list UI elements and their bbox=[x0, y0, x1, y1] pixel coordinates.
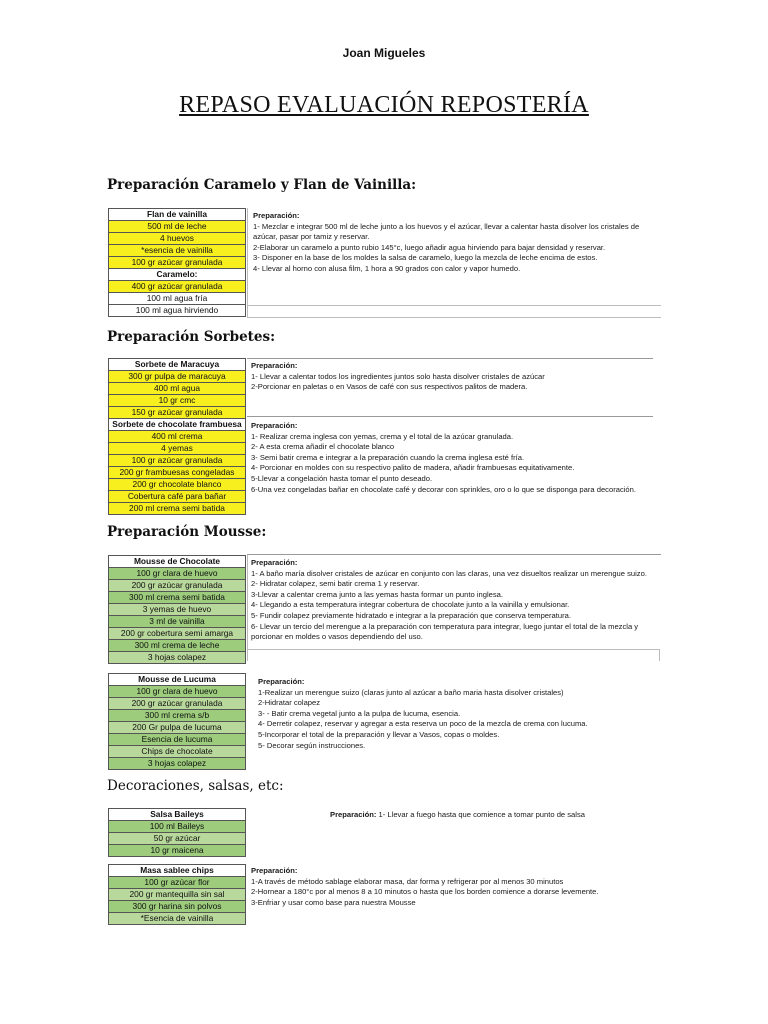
prep-masa-sablee bbox=[251, 866, 651, 908]
prep-step: 1- A baño maría disolver cristales de azúcar en conjunto con las claras, una vez disueltos realizar un merengue suizo. bbox=[251, 568, 647, 578]
ingredient-cell: 3 yemas de huevo bbox=[109, 604, 246, 616]
prep-step: 4- Llegando a esta temperatura integrar cobertura de chocolate junto a la vainilla y emulsionar. bbox=[251, 600, 570, 610]
prep-heading: Preparación: bbox=[258, 677, 305, 686]
table-header: Salsa Baileys bbox=[109, 809, 246, 821]
prep-step: 1- Llevar a fuego hasta que comience a tomar punto de salsa bbox=[376, 810, 585, 819]
ingredient-cell: 200 gr chocolate blanco bbox=[109, 479, 246, 491]
ingredient-cell: *esencia de vainilla bbox=[109, 245, 246, 257]
prep-heading: Preparación: bbox=[251, 421, 298, 430]
ingredient-cell: 4 huevos bbox=[109, 233, 246, 245]
divider bbox=[247, 649, 659, 650]
ingredient-cell: 100 gr azúcar granulada bbox=[109, 455, 246, 467]
prep-step: 2-Porcionar en paletas o en Vasos de café con sus respectivos palitos de madera. bbox=[251, 382, 528, 392]
ingredient-cell: 10 gr maicena bbox=[109, 845, 246, 857]
table-flan-vainilla bbox=[108, 208, 246, 317]
ingredient-cell: 500 ml de leche bbox=[109, 221, 246, 233]
author-name: Joan Migueles bbox=[342, 46, 426, 60]
divider bbox=[247, 358, 653, 359]
table-header: Masa sablee chips bbox=[109, 865, 246, 877]
ingredient-cell: 300 ml crema s/b bbox=[109, 710, 246, 722]
table-header: Flan de vainilla bbox=[109, 209, 246, 221]
ingredient-cell: 300 ml crema de leche bbox=[109, 640, 246, 652]
prep-step: 6-Una vez congeladas bañar en chocolate café y decorar con sprinkles, oro o lo que se disponga para decoración. bbox=[251, 484, 636, 494]
table-sorbete-maracuya bbox=[108, 358, 246, 419]
prep-step: 5- Decorar según instrucciones. bbox=[258, 740, 366, 750]
divider bbox=[247, 416, 653, 417]
table-masa-sablee bbox=[108, 864, 246, 925]
ingredient-cell: 100 ml agua fría bbox=[109, 293, 246, 305]
prep-step: 1-Realizar un merengue suizo (claras junto al azúcar a baño maria hasta disolver cristales) bbox=[258, 687, 564, 697]
ingredient-cell: 3 ml de vainilla bbox=[109, 616, 246, 628]
table-subheader: Caramelo: bbox=[109, 269, 246, 281]
divider bbox=[247, 305, 661, 306]
prep-chocolate-frambuesa bbox=[251, 421, 661, 495]
table-mousse-chocolate bbox=[108, 555, 246, 664]
prep-step: 5- Fundir colapez previamente hidratado e integrar a la preparación que conserva temperatura. bbox=[251, 610, 571, 620]
prep-step: 3- - Batir crema vegetal junto a la pulpa de lucuma, esencia. bbox=[258, 708, 461, 718]
table-header: Sorbete de chocolate frambuesa bbox=[109, 419, 246, 431]
prep-step: 2-Hornear a 180°c por al menos 8 a 10 minutos o hasta que los borden comience a dorarse levemente. bbox=[251, 887, 599, 897]
table-sorbete-chocolate-frambuesa bbox=[108, 418, 246, 515]
divider bbox=[247, 317, 661, 318]
prep-step: 1- Mezclar e integrar 500 ml de leche junto a los huevos y el azúcar, llevar a calentar hasta disolver los cristales de bbox=[253, 221, 640, 231]
ingredient-cell: 50 gr azúcar bbox=[109, 833, 246, 845]
prep-step: 2- Hidratar colapez, semi batir crema 1 y reservar. bbox=[251, 579, 420, 589]
prep-step: 6- Llevar un tercio del merengue a la preparación con temperatura para integrar, luego juntar el total de la mezcla y bbox=[251, 621, 639, 631]
ingredient-cell: 150 gr azúcar granulada bbox=[109, 407, 246, 419]
ingredient-cell: 100 ml Baileys bbox=[109, 821, 246, 833]
prep-step: porcionar en moldes o vasos dependiendo del uso. bbox=[251, 632, 423, 642]
ingredient-cell: 200 gr mantequilla sin sal bbox=[109, 889, 246, 901]
ingredient-cell: 200 gr cobertura semi amarga bbox=[109, 628, 246, 640]
prep-mousse-lucuma bbox=[258, 677, 658, 751]
prep-step: 1-A través de método sablage elaborar masa, dar forma y refrigerar por al menos 30 minutos bbox=[251, 876, 564, 886]
ingredient-cell: 200 gr frambuesas congeladas bbox=[109, 467, 246, 479]
ingredient-cell: 200 ml crema semi batida bbox=[109, 503, 246, 515]
table-header: Mousse de Chocolate bbox=[109, 556, 246, 568]
prep-step: 4- Porcionar en moldes con su respectivo palito de madera, añadir frambuesas equitativamente. bbox=[251, 463, 575, 473]
prep-maracuya bbox=[251, 361, 651, 393]
ingredient-cell: 400 gr azúcar granulada bbox=[109, 281, 246, 293]
prep-step: 1- Llevar a calentar todos los ingredientes juntos solo hasta disolver cristales de azúcar bbox=[251, 371, 545, 381]
ingredient-cell: 200 gr azúcar granulada bbox=[109, 698, 246, 710]
prep-heading: Preparación: bbox=[253, 211, 300, 220]
divider bbox=[247, 554, 661, 555]
divider bbox=[659, 649, 660, 661]
divider bbox=[247, 208, 248, 318]
ingredient-cell: 4 yemas bbox=[109, 443, 246, 455]
prep-salsa-baileys bbox=[330, 810, 585, 819]
prep-flan bbox=[253, 211, 663, 275]
prep-step: 3- Semi batir crema e integrar a la preparación cuando la crema inglesa esté fría. bbox=[251, 452, 525, 462]
ingredient-cell: 300 gr pulpa de maracuya bbox=[109, 371, 246, 383]
table-mousse-lucuma bbox=[108, 673, 246, 770]
section-title-sorbetes: Preparación Sorbetes: bbox=[107, 329, 276, 345]
ingredient-cell: 100 gr clara de huevo bbox=[109, 686, 246, 698]
prep-heading: Preparación: bbox=[330, 810, 377, 819]
prep-step: 2-Hidratar colapez bbox=[258, 698, 321, 708]
prep-heading: Preparación: bbox=[251, 866, 298, 875]
section-title-mousse: Preparación Mousse: bbox=[107, 524, 267, 540]
ingredient-cell: 3 hojas colapez bbox=[109, 758, 246, 770]
prep-step: 4- Derretir colapez, reservar y agregar a esta reserva un poco de la mezcla de crema con lucuma. bbox=[258, 719, 588, 729]
ingredient-cell: 10 gr cmc bbox=[109, 395, 246, 407]
ingredient-cell: 100 gr azúcar flor bbox=[109, 877, 246, 889]
ingredient-cell: 400 ml crema bbox=[109, 431, 246, 443]
ingredient-cell: Chips de chocolate bbox=[109, 746, 246, 758]
table-header: Sorbete de Maracuya bbox=[109, 359, 246, 371]
ingredient-cell: *Esencia de vainilla bbox=[109, 913, 246, 925]
prep-step: 3-Enfriar y usar como base para nuestra Mousse bbox=[251, 897, 416, 907]
table-header: Mousse de Lucuma bbox=[109, 674, 246, 686]
prep-step: 2-Elaborar un caramelo a punto rubio 145°c, luego añadir agua hirviendo para bajar densidad y reservar. bbox=[253, 242, 606, 252]
ingredient-cell: 100 ml agua hirviendo bbox=[109, 305, 246, 317]
ingredient-cell: 200 Gr pulpa de lucuma bbox=[109, 722, 246, 734]
prep-step: 1- Realizar crema inglesa con yemas, crema y el total de la azúcar granulada. bbox=[251, 431, 514, 441]
ingredient-cell: 3 hojas colapez bbox=[109, 652, 246, 664]
prep-step: 3-Llevar a calentar crema junto a las yemas hasta formar un punto inglesa. bbox=[251, 589, 503, 599]
prep-heading: Preparación: bbox=[251, 361, 298, 370]
prep-step: 5-Incorporar el total de la preparación y llevar a Vasos, copas o moldes. bbox=[258, 729, 500, 739]
section-title-decoraciones: Decoraciones, salsas, etc: bbox=[107, 778, 284, 794]
prep-step: 2- A esta crema añadir el chocolate blanco bbox=[251, 442, 395, 452]
prep-step: azúcar, pasar por tamiz y reservar. bbox=[253, 232, 370, 242]
ingredient-cell: 300 gr harina sin polvos bbox=[109, 901, 246, 913]
ingredient-cell: Esencia de lucuma bbox=[109, 734, 246, 746]
ingredient-cell: 100 gr azúcar granulada bbox=[109, 257, 246, 269]
prep-mousse-chocolate bbox=[251, 558, 663, 643]
section-title-caramelo: Preparación Caramelo y Flan de Vainilla: bbox=[107, 177, 417, 193]
prep-step: 4- Llevar al horno con alusa film, 1 hora a 90 grados con calor y vapor humedo. bbox=[253, 263, 521, 273]
prep-heading: Preparación: bbox=[251, 558, 298, 567]
ingredient-cell: Cobertura café para bañar bbox=[109, 491, 246, 503]
prep-step: 5-Llevar a congelación hasta tomar el punto deseado. bbox=[251, 473, 433, 483]
divider bbox=[247, 555, 248, 661]
table-salsa-baileys bbox=[108, 808, 246, 857]
ingredient-cell: 100 gr clara de huevo bbox=[109, 568, 246, 580]
ingredient-cell: 300 ml crema semi batida bbox=[109, 592, 246, 604]
document-title: REPASO EVALUACIÓN REPOSTERÍA bbox=[179, 92, 589, 118]
prep-step: 3- Disponer en la base de los moldes la salsa de caramelo, luego la mezcla de leche encima de estos. bbox=[253, 253, 598, 263]
ingredient-cell: 400 ml agua bbox=[109, 383, 246, 395]
ingredient-cell: 200 gr azúcar granulada bbox=[109, 580, 246, 592]
